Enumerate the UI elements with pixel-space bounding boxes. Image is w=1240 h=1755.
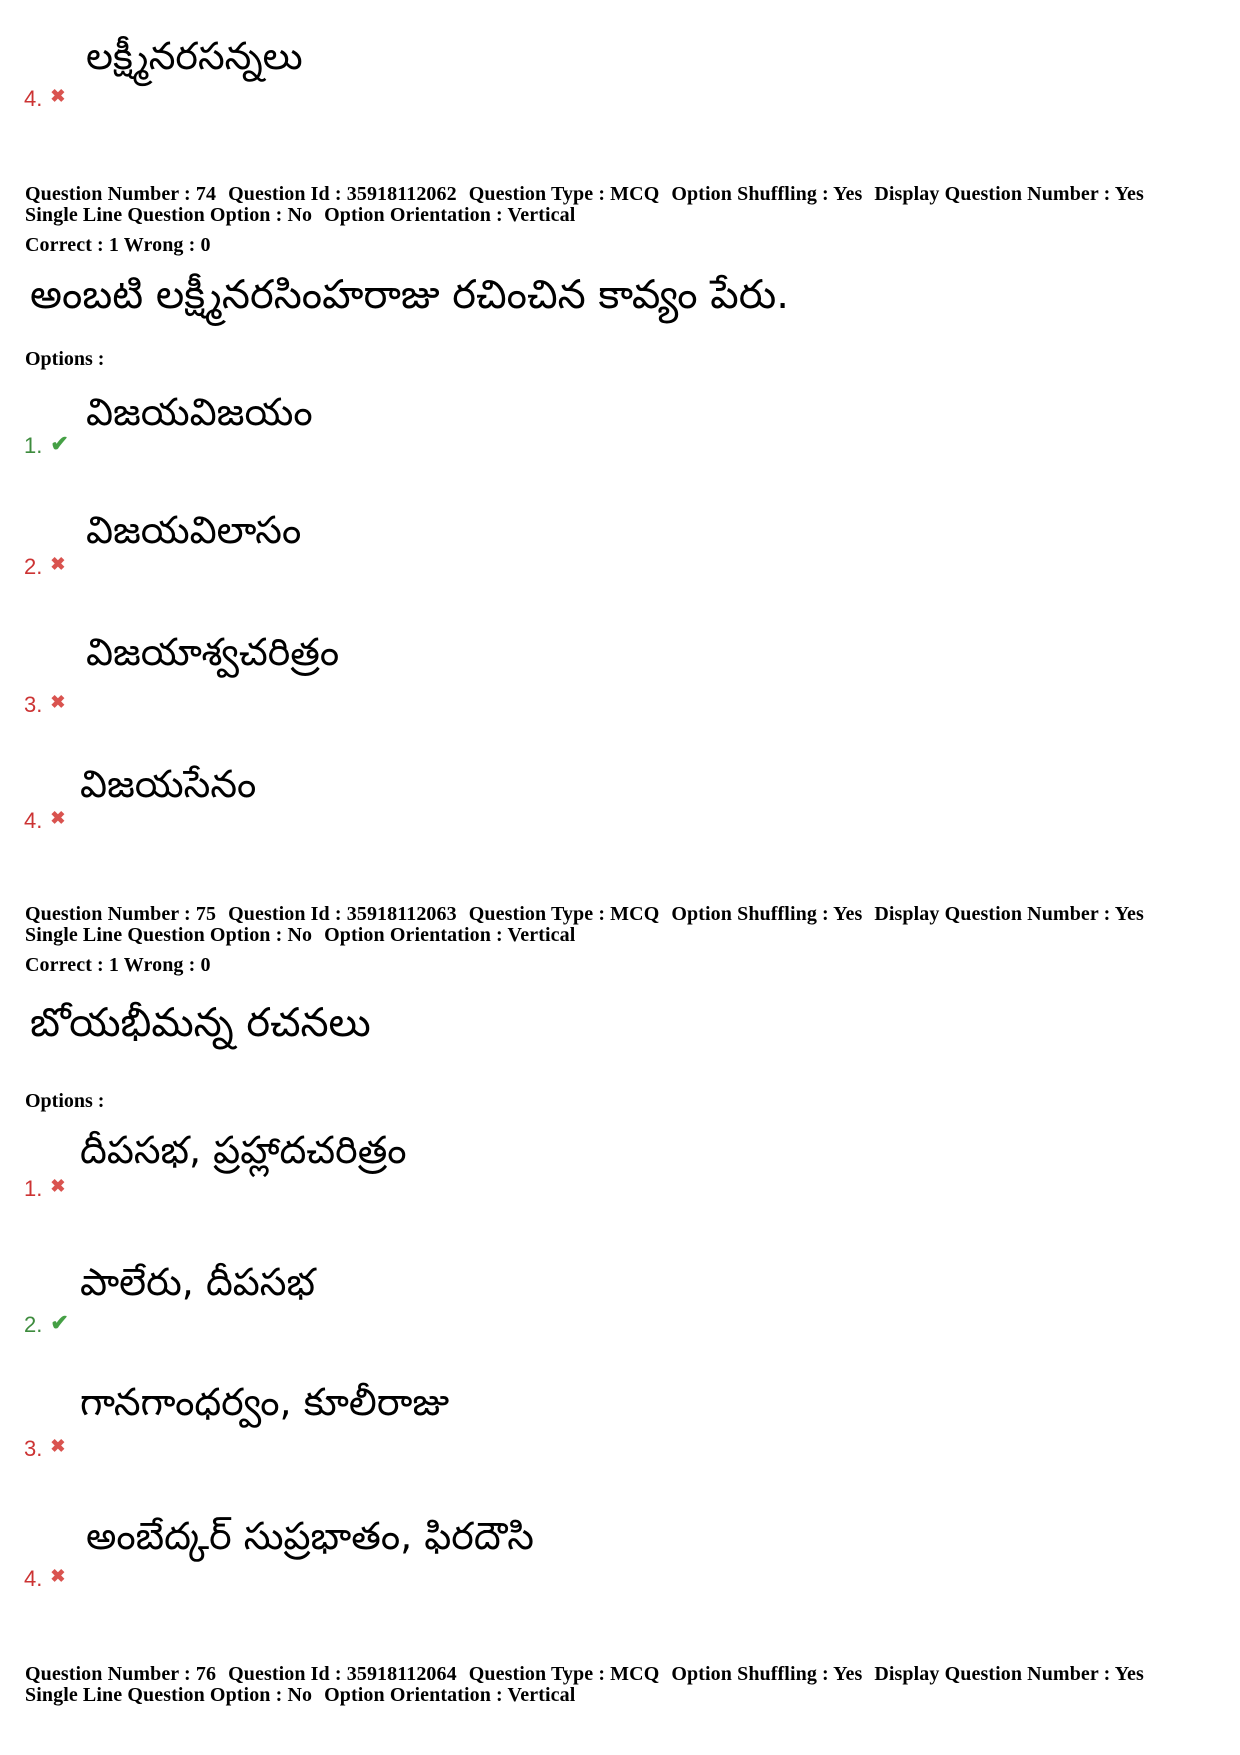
- question-text: అంబటి లక్ష్మీనరసింహరాజు రచించిన కావ్యం పేరు.: [30, 272, 789, 318]
- question-meta-line1: Question Number : 76 Question Id : 35918112064 Question Type : MCQ Option Shuffling : Yes Display Question Number : Yes: [25, 1663, 1144, 1685]
- cross-icon: ✖: [50, 808, 66, 828]
- option-number: 4. ✖: [24, 86, 66, 111]
- cross-icon: ✖: [50, 86, 66, 106]
- question-meta-line1: Question Number : 75 Question Id : 35918112063 Question Type : MCQ Option Shuffling : Yes Display Question Number : Yes: [25, 903, 1144, 925]
- question-text: బోయభీమన్న రచనలు: [30, 1000, 371, 1046]
- question-meta-line2: Single Line Question Option : No Option Orientation : Vertical: [25, 924, 576, 946]
- check-icon: ✔: [50, 431, 69, 456]
- option-text: విజయవిలాసం: [86, 508, 302, 552]
- question-meta-line1: Question Number : 74 Question Id : 35918112062 Question Type : MCQ Option Shuffling : Yes Display Question Number : Yes: [25, 183, 1144, 205]
- option-number: 2. ✔: [24, 1310, 69, 1337]
- option-number: 2. ✖: [24, 554, 66, 579]
- option-text: విజయాశ్వచరిత్రం: [86, 630, 340, 674]
- cross-icon: ✖: [50, 1436, 66, 1456]
- option-text: అంబేద్కర్ సుప్రభాతం, ఫిరదౌసి: [86, 1514, 534, 1558]
- option-text: లక్ష్మీనరసన్నలు: [86, 34, 303, 78]
- option-text: దీపసభ, ప్రహ్లాదచరిత్రం: [80, 1128, 407, 1172]
- cross-icon: ✖: [50, 1566, 66, 1586]
- option-number: 1. ✖: [24, 1176, 66, 1201]
- options-label: Options :: [25, 1090, 105, 1112]
- option-text: గానగాంధర్వం, కూలీరాజు: [80, 1380, 450, 1424]
- option-number: 4. ✖: [24, 808, 66, 833]
- cross-icon: ✖: [50, 1176, 66, 1196]
- check-icon: ✔: [50, 1310, 69, 1335]
- marks-line: Correct : 1 Wrong : 0: [25, 234, 211, 256]
- cross-icon: ✖: [50, 554, 66, 574]
- option-number: 3. ✖: [24, 1436, 66, 1461]
- marks-line: Correct : 1 Wrong : 0: [25, 954, 211, 976]
- option-text: పాలేరు, దీపసభ: [80, 1260, 315, 1304]
- option-number: 3. ✖: [24, 692, 66, 717]
- option-number: 1. ✔: [24, 431, 69, 458]
- options-label: Options :: [25, 348, 105, 370]
- cross-icon: ✖: [50, 692, 66, 712]
- option-text: విజయసేనం: [80, 762, 257, 806]
- option-number: 4. ✖: [24, 1566, 66, 1591]
- question-meta-line2: Single Line Question Option : No Option Orientation : Vertical: [25, 204, 576, 226]
- option-text: విజయవిజయం: [86, 390, 313, 434]
- question-meta-line2: Single Line Question Option : No Option Orientation : Vertical: [25, 1684, 576, 1706]
